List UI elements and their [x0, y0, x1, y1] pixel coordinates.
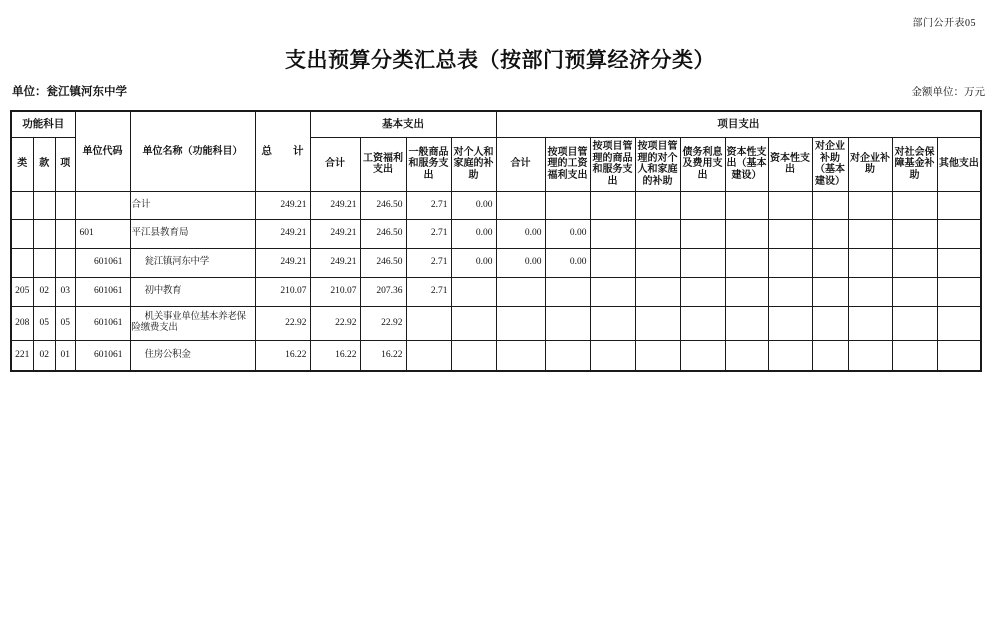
header-project-goods: 按项目管理的商品和服务支出	[590, 137, 635, 191]
cell-individual-family-subsidy	[451, 340, 496, 371]
cell-basic-subtotal: 249.21	[310, 248, 360, 277]
table-row	[11, 219, 981, 248]
cell-sub-item	[56, 219, 76, 248]
cell-project-wages: 0.00	[545, 219, 590, 248]
cell-debt-interest	[680, 277, 725, 306]
cell-item: 02	[33, 340, 56, 371]
cell-unit-code: 601061	[75, 248, 130, 277]
header-project-subtotal: 合计	[496, 137, 545, 191]
cell-project-subtotal	[496, 340, 545, 371]
table-row	[11, 248, 981, 277]
cell-project-subtotal: 0.00	[496, 248, 545, 277]
cell-capital-expenditure	[768, 277, 812, 306]
cell-class	[11, 219, 33, 248]
header-project-wages: 按项目管理的工资福利支出	[545, 137, 590, 191]
cell-social-security-subsidy	[892, 277, 937, 306]
cell-other-expenditure	[937, 219, 981, 248]
cell-enterprise-subsidy-construction	[812, 340, 848, 371]
table-row	[11, 277, 981, 306]
cell-project-goods	[590, 277, 635, 306]
page-title: 支出预算分类汇总表（按部门预算经济分类）	[285, 48, 715, 72]
header-enterprise-subsidy-construction: 对企业补助（基本建设）	[812, 137, 848, 191]
cell-unit-name: 住房公积金	[130, 340, 255, 371]
header-capital-expenditure: 资本性支出	[768, 137, 812, 191]
cell-project-individual	[635, 306, 680, 340]
cell-enterprise-subsidy-construction	[812, 219, 848, 248]
cell-project-individual	[635, 219, 680, 248]
cell-project-wages: 0.00	[545, 248, 590, 277]
cell-enterprise-subsidy-construction	[812, 277, 848, 306]
cell-unit-name: 合计	[130, 191, 255, 219]
cell-enterprise-subsidy	[848, 248, 892, 277]
table-row	[11, 340, 981, 371]
cell-project-subtotal	[496, 277, 545, 306]
cell-wages-benefits: 16.22	[360, 340, 406, 371]
cell-individual-family-subsidy	[451, 306, 496, 340]
cell-total: 210.07	[255, 277, 310, 306]
cell-sub-item	[56, 191, 76, 219]
cell-capital-expenditure	[768, 248, 812, 277]
cell-capital-expenditure	[768, 191, 812, 219]
cell-enterprise-subsidy-construction	[812, 191, 848, 219]
cell-other-expenditure	[937, 248, 981, 277]
cell-unit-code: 601061	[75, 340, 130, 371]
cell-item	[33, 219, 56, 248]
cell-project-goods	[590, 191, 635, 219]
cell-goods-services	[406, 340, 451, 371]
cell-unit-name: 机关事业单位基本养老保险缴费支出	[130, 306, 255, 340]
cell-unit-code: 601061	[75, 277, 130, 306]
cell-basic-subtotal: 249.21	[310, 191, 360, 219]
cell-total: 249.21	[255, 191, 310, 219]
cell-capital-construction	[725, 306, 768, 340]
header-total: 总 计	[255, 111, 310, 191]
cell-other-expenditure	[937, 306, 981, 340]
cell-goods-services	[406, 306, 451, 340]
cell-basic-subtotal: 249.21	[310, 219, 360, 248]
cell-total: 249.21	[255, 248, 310, 277]
cell-project-wages	[545, 191, 590, 219]
cell-sub-item: 01	[56, 340, 76, 371]
table-body	[11, 191, 981, 371]
cell-social-security-subsidy	[892, 248, 937, 277]
cell-social-security-subsidy	[892, 219, 937, 248]
cell-unit-name: 平江县教育局	[130, 219, 255, 248]
cell-goods-services: 2.71	[406, 219, 451, 248]
cell-capital-construction	[725, 219, 768, 248]
header-basic-subtotal: 合计	[310, 137, 360, 191]
table-row	[11, 191, 981, 219]
cell-item	[33, 248, 56, 277]
cell-wages-benefits: 246.50	[360, 248, 406, 277]
cell-capital-construction	[725, 248, 768, 277]
cell-item: 05	[33, 306, 56, 340]
cell-other-expenditure	[937, 191, 981, 219]
cell-capital-construction	[725, 191, 768, 219]
cell-unit-code	[75, 191, 130, 219]
meta-row	[12, 83, 985, 99]
cell-sub-item: 03	[56, 277, 76, 306]
header-sub-item: 项	[56, 137, 76, 191]
cell-item	[33, 191, 56, 219]
cell-enterprise-subsidy	[848, 306, 892, 340]
cell-basic-subtotal: 22.92	[310, 306, 360, 340]
cell-debt-interest	[680, 191, 725, 219]
cell-project-individual	[635, 191, 680, 219]
cell-capital-construction	[725, 277, 768, 306]
header-functional-subject: 功能科目	[11, 111, 75, 137]
cell-wages-benefits: 22.92	[360, 306, 406, 340]
header-goods-services: 一般商品和服务支出	[406, 137, 451, 191]
cell-enterprise-subsidy-construction	[812, 248, 848, 277]
header-wages-benefits: 工资福利支出	[360, 137, 406, 191]
cell-individual-family-subsidy	[451, 277, 496, 306]
cell-social-security-subsidy	[892, 306, 937, 340]
cell-class	[11, 248, 33, 277]
cell-debt-interest	[680, 219, 725, 248]
cell-enterprise-subsidy	[848, 277, 892, 306]
cell-project-goods	[590, 219, 635, 248]
cell-individual-family-subsidy: 0.00	[451, 219, 496, 248]
header-capital-construction: 资本性支出（基本建设）	[725, 137, 768, 191]
header-class: 类	[11, 137, 33, 191]
cell-sub-item: 05	[56, 306, 76, 340]
header-individual-family-subsidy: 对个人和家庭的补助	[451, 137, 496, 191]
cell-goods-services: 2.71	[406, 277, 451, 306]
cell-project-goods	[590, 248, 635, 277]
cell-basic-subtotal: 210.07	[310, 277, 360, 306]
cell-class: 205	[11, 277, 33, 306]
cell-project-goods	[590, 306, 635, 340]
header-social-security-subsidy: 对社会保障基金补助	[892, 137, 937, 191]
cell-total: 16.22	[255, 340, 310, 371]
cell-social-security-subsidy	[892, 340, 937, 371]
table-row	[11, 306, 981, 340]
cell-other-expenditure	[937, 277, 981, 306]
cell-project-individual	[635, 340, 680, 371]
cell-basic-subtotal: 16.22	[310, 340, 360, 371]
cell-item: 02	[33, 277, 56, 306]
cell-project-goods	[590, 340, 635, 371]
cell-debt-interest	[680, 306, 725, 340]
cell-project-individual	[635, 277, 680, 306]
cell-project-individual	[635, 248, 680, 277]
cell-individual-family-subsidy: 0.00	[451, 191, 496, 219]
cell-wages-benefits: 246.50	[360, 191, 406, 219]
header-other-expenditure: 其他支出	[937, 137, 981, 191]
cell-class: 208	[11, 306, 33, 340]
cell-unit-code: 601	[75, 219, 130, 248]
cell-goods-services: 2.71	[406, 191, 451, 219]
cell-class: 221	[11, 340, 33, 371]
cell-debt-interest	[680, 248, 725, 277]
cell-total: 22.92	[255, 306, 310, 340]
header-item: 款	[33, 137, 56, 191]
cell-total: 249.21	[255, 219, 310, 248]
cell-capital-expenditure	[768, 306, 812, 340]
cell-project-subtotal	[496, 191, 545, 219]
header-enterprise-subsidy: 对企业补助	[848, 137, 892, 191]
cell-wages-benefits: 207.36	[360, 277, 406, 306]
cell-capital-construction	[725, 340, 768, 371]
cell-individual-family-subsidy: 0.00	[451, 248, 496, 277]
cell-social-security-subsidy	[892, 191, 937, 219]
header-project-individual: 按项目管理的对个人和家庭的补助	[635, 137, 680, 191]
header-basic-expenditure: 基本支出	[310, 111, 496, 137]
cell-enterprise-subsidy	[848, 340, 892, 371]
cell-project-wages	[545, 277, 590, 306]
budget-table	[10, 110, 982, 372]
cell-sub-item	[56, 248, 76, 277]
table-header	[11, 111, 981, 191]
cell-unit-name: 瓮江镇河东中学	[130, 248, 255, 277]
cell-goods-services: 2.71	[406, 248, 451, 277]
cell-capital-expenditure	[768, 340, 812, 371]
cell-unit-code: 601061	[75, 306, 130, 340]
cell-enterprise-subsidy	[848, 219, 892, 248]
cell-debt-interest	[680, 340, 725, 371]
cell-enterprise-subsidy-construction	[812, 306, 848, 340]
cell-project-wages	[545, 340, 590, 371]
amount-unit-label: 金额单位：万元	[911, 87, 985, 98]
cell-capital-expenditure	[768, 219, 812, 248]
cell-project-subtotal: 0.00	[496, 219, 545, 248]
header-unit-name: 单位名称（功能科目）	[130, 111, 255, 191]
cell-project-wages	[545, 306, 590, 340]
doc-number: 部门公开表05	[912, 18, 976, 29]
header-project-expenditure: 项目支出	[496, 111, 981, 137]
cell-project-subtotal	[496, 306, 545, 340]
cell-enterprise-subsidy	[848, 191, 892, 219]
cell-wages-benefits: 246.50	[360, 219, 406, 248]
cell-class	[11, 191, 33, 219]
unit-label: 单位：瓮江镇河东中学	[12, 86, 127, 98]
cell-unit-name: 初中教育	[130, 277, 255, 306]
cell-other-expenditure	[937, 340, 981, 371]
header-debt-interest: 债务利息及费用支出	[680, 137, 725, 191]
header-unit-code: 单位代码	[75, 111, 130, 191]
